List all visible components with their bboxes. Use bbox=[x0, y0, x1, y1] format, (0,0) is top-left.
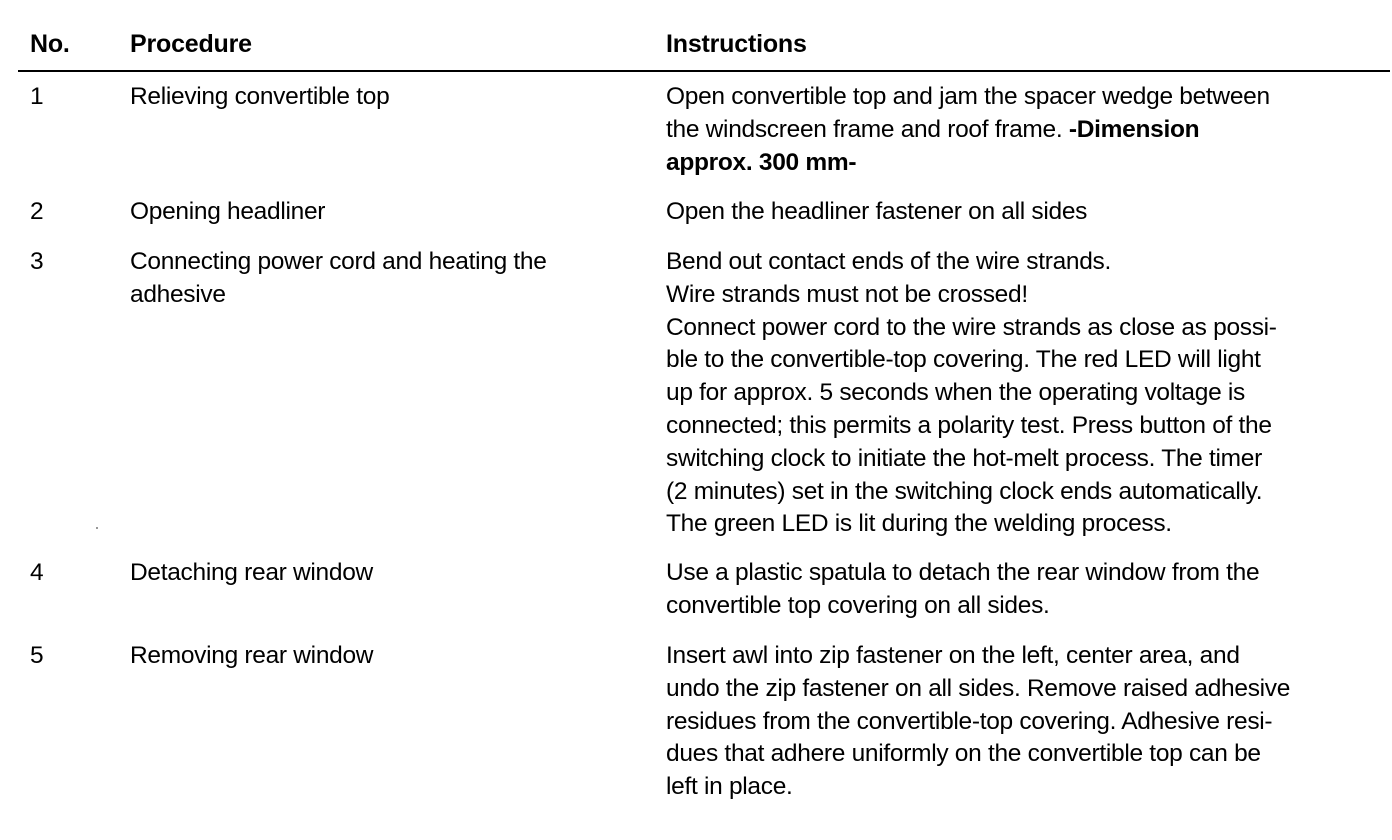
procedure-line: Relieving convertible top bbox=[130, 83, 390, 110]
instruction-line: The green LED is lit during the welding process. bbox=[666, 510, 1172, 538]
header-instructions: Instructions bbox=[666, 30, 807, 58]
row-number: 5 bbox=[30, 642, 44, 669]
instruction-line: dues that adhere uniformly on the convertible top can be bbox=[666, 740, 1261, 768]
instruction-line: Wire strands must not be crossed! bbox=[666, 280, 1028, 308]
row-procedure bbox=[130, 640, 610, 673]
instruction-line: Open convertible top and jam the spacer wedge between bbox=[666, 83, 1270, 110]
header-no: No. bbox=[30, 30, 70, 58]
dimension-note: -Dimension bbox=[1062, 115, 1200, 143]
instruction-line: ble to the convertible-top covering. The red LED will light bbox=[666, 346, 1261, 374]
instruction-line bbox=[666, 114, 1366, 147]
row-procedure bbox=[130, 557, 610, 590]
instruction-line: Use a plastic spatula to detach the rear window from the bbox=[666, 559, 1260, 586]
procedure-line: Removing rear window bbox=[130, 642, 374, 669]
procedure-line: adhesive bbox=[130, 280, 226, 308]
row-number: 4 bbox=[30, 559, 44, 586]
row-instructions bbox=[666, 557, 1366, 623]
instruction-line: (2 minutes) set in the switching clock ends automatically. bbox=[666, 477, 1263, 505]
procedure-line: Connecting power cord and heating the bbox=[130, 248, 547, 275]
instruction-line: left in place. bbox=[666, 773, 793, 801]
header-procedure: Procedure bbox=[130, 30, 252, 58]
instruction-line: Connect power cord to the wire strands as close as possi- bbox=[666, 313, 1277, 341]
instruction-line: switching clock to initiate the hot-melt process. The timer bbox=[666, 444, 1262, 472]
instruction-line: up for approx. 5 seconds when the operating voltage is bbox=[666, 379, 1245, 407]
instruction-line: connected; this permits a polarity test. Press button of the bbox=[666, 411, 1272, 439]
row-number: 1 bbox=[30, 83, 44, 110]
instruction-line: Insert awl into zip fastener on the left, center area, and bbox=[666, 642, 1240, 669]
instruction-text: the windscreen frame and roof frame. bbox=[666, 115, 1063, 143]
table-header bbox=[0, 0, 1392, 70]
header-rule bbox=[18, 70, 1390, 72]
instruction-line: Open the headliner fastener on all sides bbox=[666, 198, 1088, 225]
row-number: 3 bbox=[30, 248, 44, 275]
instruction-line: residues from the convertible-top covering. Adhesive resi- bbox=[666, 707, 1273, 735]
row-number: 2 bbox=[30, 198, 44, 225]
row-procedure bbox=[130, 246, 610, 312]
row-instructions bbox=[666, 640, 1366, 804]
procedure-line: Opening headliner bbox=[130, 198, 326, 225]
row-instructions bbox=[666, 246, 1366, 541]
instruction-line: Bend out contact ends of the wire strands. bbox=[666, 248, 1112, 275]
scan-speck bbox=[96, 527, 98, 529]
dimension-value: approx. 300 mm- bbox=[666, 148, 857, 176]
row-procedure bbox=[130, 196, 610, 229]
row-instructions bbox=[666, 196, 1366, 229]
row-procedure bbox=[130, 81, 610, 114]
instruction-line: undo the zip fastener on all sides. Remove raised adhesive bbox=[666, 674, 1291, 702]
procedure-line: Detaching rear window bbox=[130, 559, 373, 586]
instruction-line: convertible top covering on all sides. bbox=[666, 591, 1050, 619]
row-instructions bbox=[666, 81, 1366, 179]
